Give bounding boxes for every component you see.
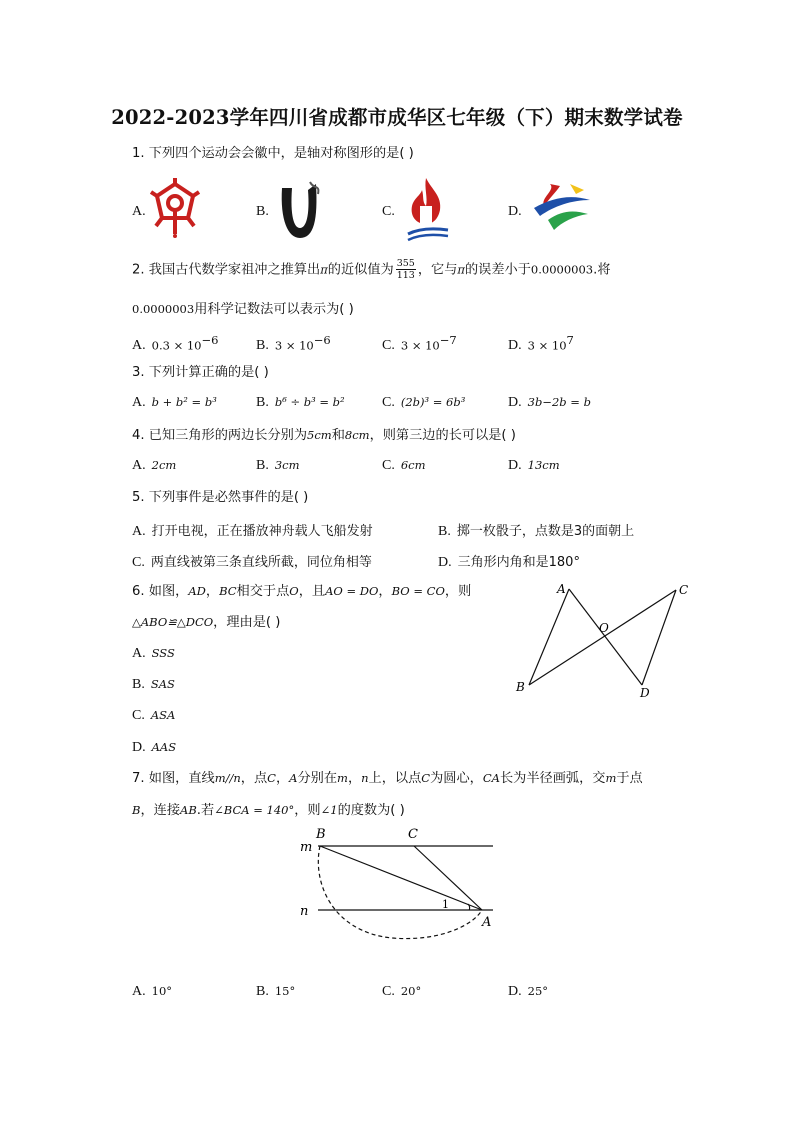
label-m: m xyxy=(300,840,313,855)
label-a: A xyxy=(557,582,566,596)
label-angle-1: 1 xyxy=(442,898,449,911)
option-2b[interactable]: B. $3 \times 10^{-6}$ xyxy=(256,333,331,354)
emblem-c-icon xyxy=(402,176,452,244)
arc-from-b xyxy=(318,846,482,939)
emblem-a-icon xyxy=(150,178,200,240)
option-1b-label[interactable]: B. xyxy=(256,204,269,219)
question-5-stem: 5. 下列事件是必然事件的是( ) xyxy=(132,490,309,505)
option-6c[interactable]: C. ASA xyxy=(132,708,176,723)
option-6a[interactable]: A. SSS xyxy=(132,646,175,661)
option-4a[interactable]: A. 2cm xyxy=(132,458,177,473)
option-6b[interactable]: B. SAS xyxy=(132,677,175,692)
question-2-line2: 0.0000003用科学记数法可以表示为( ) xyxy=(132,302,354,317)
label-b: B xyxy=(516,680,525,694)
segment-ba xyxy=(320,846,482,910)
label-b: B xyxy=(316,827,326,842)
option-7b[interactable]: B. 15° xyxy=(256,984,296,999)
question-6-line1: 6. 如图，AD，BC相交于点O，且AO = DO，BO = CO，则 xyxy=(132,584,472,599)
option-2c[interactable]: C. $3 \times 10^{-7}$ xyxy=(382,333,457,354)
option-3a[interactable]: A. b + b² = b³ xyxy=(132,395,217,410)
figure-q6 xyxy=(505,575,705,705)
figure-q7 xyxy=(292,822,502,972)
option-5c[interactable]: C. 两直线被第三条直线所截，同位角相等 xyxy=(132,555,372,570)
option-7a[interactable]: A. 10° xyxy=(132,984,173,999)
question-7-line1: 7. 如图，直线m//n，点C，A分别在m，n上，以点C为圆心，CA长为半径画弧，交m于点 xyxy=(132,771,643,786)
option-6d[interactable]: D. AAS xyxy=(132,740,177,755)
option-1d-label[interactable]: D. xyxy=(508,204,522,219)
question-2-line1: 2. 我国古代数学家祖冲之推算出π的近似值为 $\frac{355}{113}$ ，它与π的误差小于0.0000003.将 xyxy=(132,258,611,281)
option-3c[interactable]: C. (2b)³ = 6b³ xyxy=(382,395,466,410)
label-n: n xyxy=(300,904,309,919)
option-5d[interactable]: D. 三角形内角和是180° xyxy=(438,555,580,570)
question-7-line2: B，连接AB.若∠BCA = 140°，则∠1的度数为( ) xyxy=(132,803,405,818)
question-6-line2: △ABO≌△DCO，理由是( ) xyxy=(132,615,281,630)
option-1a-label[interactable]: A. xyxy=(132,204,146,219)
option-4c[interactable]: C. 6cm xyxy=(382,458,426,473)
label-d: D xyxy=(640,686,650,700)
label-o: O xyxy=(599,621,609,635)
segment-cd xyxy=(642,590,676,685)
emblem-b-icon xyxy=(276,180,322,242)
emblem-d-icon xyxy=(530,180,594,236)
label-c: C xyxy=(679,583,689,597)
option-4d[interactable]: D. 13cm xyxy=(508,458,560,473)
option-3b[interactable]: B. b⁶ ÷ b³ = b² xyxy=(256,395,345,410)
label-a: A xyxy=(482,915,492,930)
angle-1-mark xyxy=(468,904,470,910)
option-3d[interactable]: D. 3b−2b = b xyxy=(508,395,591,410)
label-c: C xyxy=(408,827,418,842)
question-4-stem: 4. 已知三角形的两边长分别为5cm和8cm，则第三边的长可以是( ) xyxy=(132,428,516,443)
segment-bc xyxy=(529,590,676,685)
question-1-stem: 1. 下列四个运动会会徽中，是轴对称图形的是( ) xyxy=(132,146,414,161)
page-title: 2022-2023学年四川省成都市成华区七年级（下）期末数学试卷 xyxy=(111,106,683,129)
option-5a[interactable]: A. 打开电视，正在播放神舟载人飞船发射 xyxy=(132,524,373,539)
option-7d[interactable]: D. 25° xyxy=(508,984,549,999)
option-2a[interactable]: A. $0.3 \times 10^{-6}$ xyxy=(132,333,219,354)
option-2d[interactable]: D. $3 \times 10^7$ xyxy=(508,333,574,354)
option-5b[interactable]: B. 掷一枚骰子，点数是3的面朝上 xyxy=(438,524,635,539)
option-1c-label[interactable]: C. xyxy=(382,204,395,219)
segment-ab xyxy=(529,589,569,685)
question-3-stem: 3. 下列计算正确的是( ) xyxy=(132,365,269,380)
segment-ad xyxy=(569,589,642,685)
option-4b[interactable]: B. 3cm xyxy=(256,458,300,473)
fraction-355-113: $\frac{355}{113}$ xyxy=(396,258,415,281)
option-7c[interactable]: C. 20° xyxy=(382,984,422,999)
